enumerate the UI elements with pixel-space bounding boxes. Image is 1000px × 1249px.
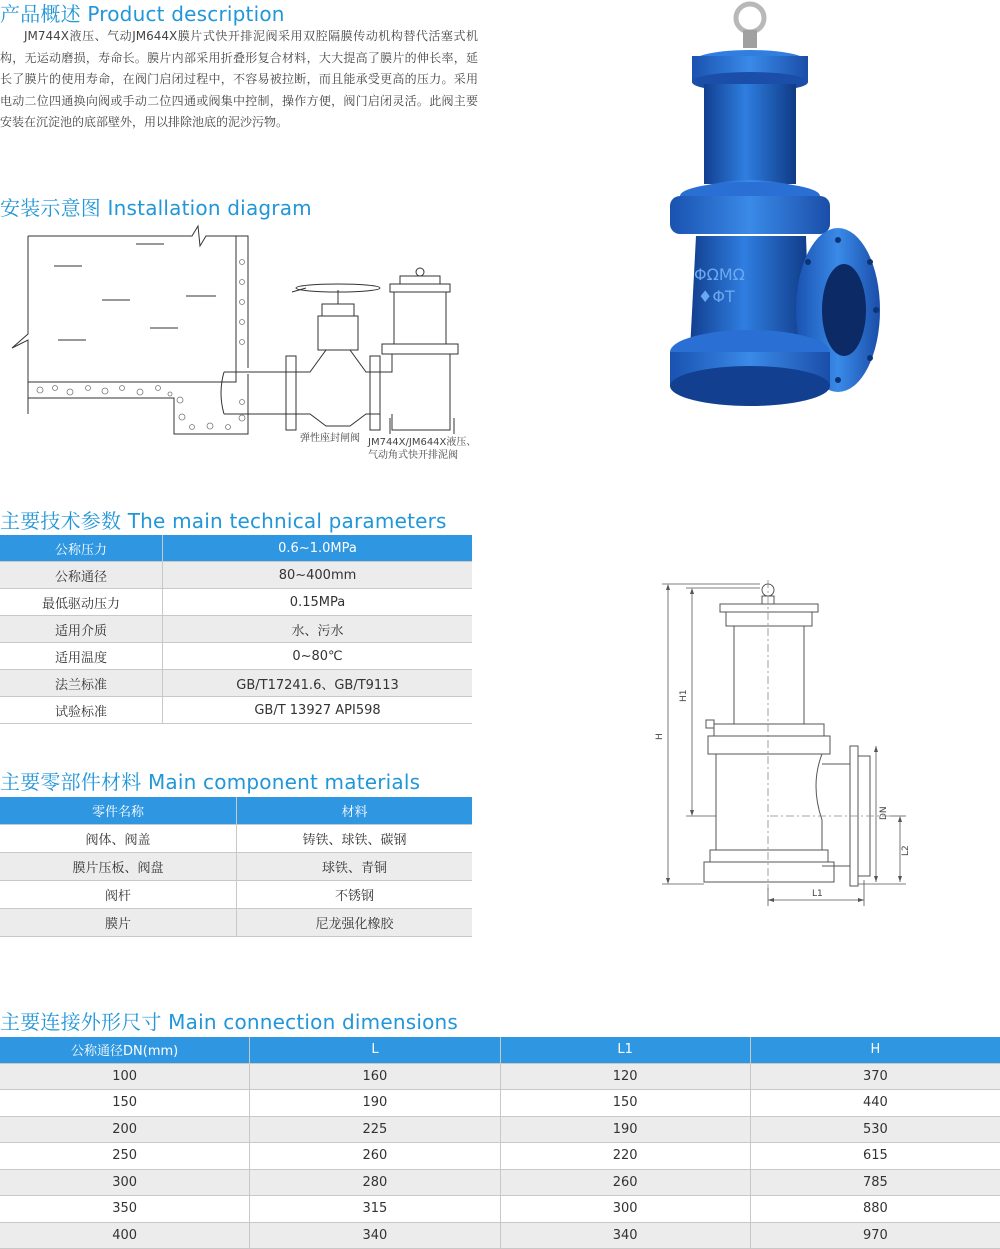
materials-table — [0, 797, 472, 937]
valve-logo-text: ♦ΦT — [698, 287, 735, 306]
dim-label-h1: H1 — [679, 689, 689, 702]
table-row — [0, 1063, 1000, 1090]
table-row — [0, 1222, 1000, 1249]
table-row — [0, 589, 472, 616]
table-row — [0, 616, 472, 643]
tech-params-table — [0, 535, 472, 724]
cell-h: 615 — [750, 1143, 1000, 1170]
cell-l1: 220 — [500, 1143, 750, 1170]
table-row — [0, 825, 472, 853]
cell-h: 370 — [750, 1063, 1000, 1090]
param-value: 0.15MPa — [163, 589, 473, 616]
cell-h: 530 — [750, 1116, 1000, 1143]
param-value: GB/T 13927 API598 — [163, 697, 473, 724]
cell-dn: 250 — [0, 1143, 250, 1170]
param-value: 0.6~1.0MPa — [163, 535, 473, 562]
table-row — [0, 562, 472, 589]
cell-l: 260 — [250, 1143, 500, 1170]
table-header-row — [0, 1037, 1000, 1063]
materials-title: 主要零部件材料 Main component materials — [0, 770, 421, 794]
param-value: 水、污水 — [163, 616, 473, 643]
param-name: 适用介质 — [0, 616, 163, 643]
dimension-drawing — [650, 580, 920, 910]
param-name: 公称通径 — [0, 562, 163, 589]
param-name: 法兰标准 — [0, 670, 163, 697]
cell-l1: 190 — [500, 1116, 750, 1143]
table-row — [0, 1116, 1000, 1143]
cell-l1: 120 — [500, 1063, 750, 1090]
table-row — [0, 1143, 1000, 1170]
caption-gate-valve: 弹性座封闸阀 — [300, 433, 360, 444]
column-header: L1 — [500, 1037, 750, 1063]
part-material: 不锈钢 — [237, 881, 473, 909]
cell-h: 970 — [750, 1222, 1000, 1249]
valve-brand-text: ΦΩΜΩ — [694, 265, 745, 284]
dim-label-h: H — [655, 733, 665, 740]
dimensions-table — [0, 1037, 1000, 1249]
table-header-row — [0, 797, 472, 825]
column-header: 材料 — [237, 797, 473, 825]
cell-l1: 260 — [500, 1169, 750, 1196]
table-row — [0, 643, 472, 670]
table-row — [0, 535, 472, 562]
installation-diagram-title: 安装示意图 Installation diagram — [0, 196, 312, 220]
product-description-title: 产品概述 Product description — [0, 2, 285, 26]
cell-l: 225 — [250, 1116, 500, 1143]
param-value: 0~80℃ — [163, 643, 473, 670]
cell-dn: 200 — [0, 1116, 250, 1143]
dim-label-dn: DN — [879, 806, 889, 820]
part-material: 球铁、青铜 — [237, 853, 473, 881]
column-header: L — [250, 1037, 500, 1063]
column-header: 公称通径DN(mm) — [0, 1037, 250, 1063]
cell-l: 190 — [250, 1090, 500, 1117]
part-name: 阀杆 — [0, 881, 237, 909]
table-row — [0, 1090, 1000, 1117]
tech-params-title: 主要技术参数 The main technical parameters — [0, 509, 447, 533]
param-name: 公称压力 — [0, 535, 163, 562]
cell-dn: 350 — [0, 1196, 250, 1223]
cell-dn: 400 — [0, 1222, 250, 1249]
column-header: H — [750, 1037, 1000, 1063]
param-value: GB/T17241.6、GB/T9113 — [163, 670, 473, 697]
table-row — [0, 853, 472, 881]
product-description-text: JM744X液压、气动JM644X膜片式快开排泥阀采用双腔隔膜传动机构替代活塞式机构，无运动磨损，寿命长。膜片内部采用折叠形复合材料，大大提高了膜片的伸长率，延长了膜片的使用寿命，在阀门启闭过程中，不容易被拉断，而且能承受更高的压力。采用电动二位四通换向阀或手动二位四通或阀集中控制，操作方便，阀门启闭灵活。此阀主要安装在沉淀池的底部壁外，用以排除池底的泥沙污物。 — [0, 29, 478, 129]
cell-l: 340 — [250, 1222, 500, 1249]
part-name: 膜片压板、阀盘 — [0, 853, 237, 881]
table-row — [0, 697, 472, 724]
lifting-eye-icon — [736, 4, 764, 32]
part-material: 尼龙强化橡胶 — [237, 909, 473, 937]
param-name: 试验标准 — [0, 697, 163, 724]
cell-l: 315 — [250, 1196, 500, 1223]
cell-l: 160 — [250, 1063, 500, 1090]
cell-h: 440 — [750, 1090, 1000, 1117]
param-value: 80~400mm — [163, 562, 473, 589]
dim-label-l2: L2 — [901, 845, 911, 856]
part-name: 阀体、阀盖 — [0, 825, 237, 853]
cell-h: 785 — [750, 1169, 1000, 1196]
table-row — [0, 1196, 1000, 1223]
param-name: 最低驱动压力 — [0, 589, 163, 616]
cell-l1: 340 — [500, 1222, 750, 1249]
cell-dn: 300 — [0, 1169, 250, 1196]
table-row — [0, 909, 472, 937]
dimensions-title: 主要连接外形尺寸 Main connection dimensions — [0, 1010, 459, 1034]
cell-l1: 150 — [500, 1090, 750, 1117]
installation-diagram — [10, 222, 490, 437]
valve-product-photo — [660, 0, 1000, 420]
table-row — [0, 1169, 1000, 1196]
table-row — [0, 670, 472, 697]
cell-l: 280 — [250, 1169, 500, 1196]
cell-dn: 150 — [0, 1090, 250, 1117]
table-row — [0, 881, 472, 909]
cell-l1: 300 — [500, 1196, 750, 1223]
cell-dn: 100 — [0, 1063, 250, 1090]
part-material: 铸铁、球铁、碳钢 — [237, 825, 473, 853]
caption-angle-valve-line2: 气动角式快开排泥阀 — [368, 450, 458, 461]
dim-label-l1: L1 — [812, 889, 823, 899]
cell-h: 880 — [750, 1196, 1000, 1223]
part-name: 膜片 — [0, 909, 237, 937]
param-name: 适用温度 — [0, 643, 163, 670]
caption-angle-valve-line1: JM744X/JM644X液压、 — [368, 437, 477, 448]
column-header: 零件名称 — [0, 797, 237, 825]
